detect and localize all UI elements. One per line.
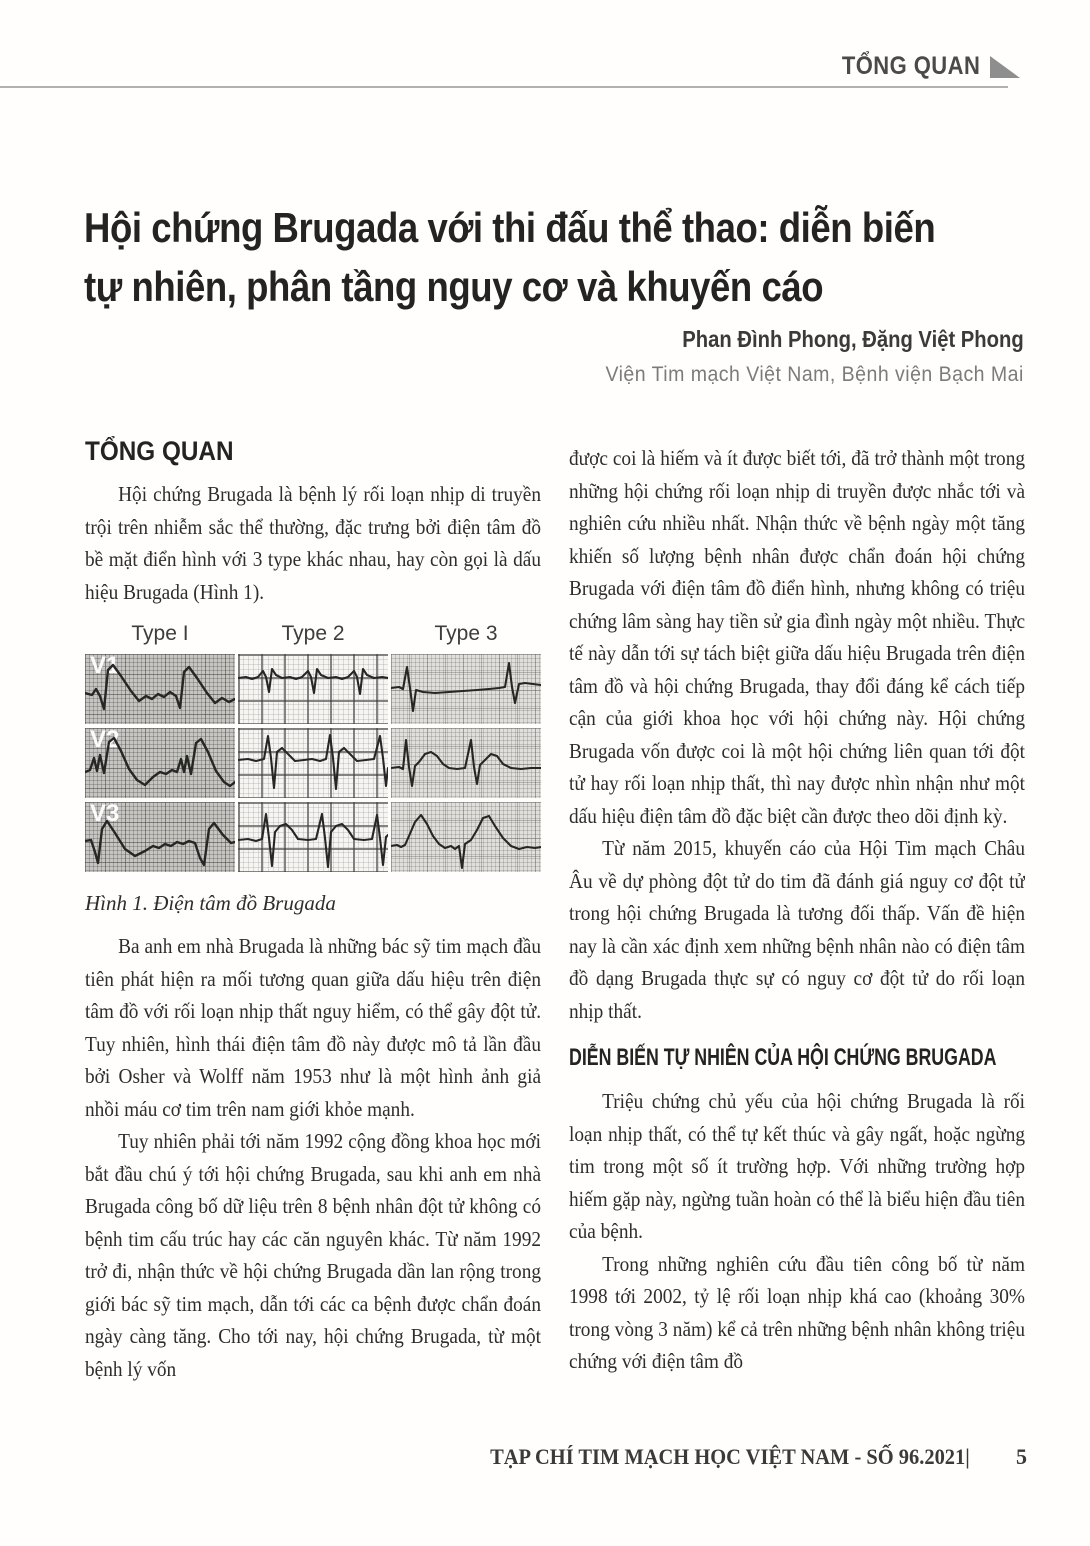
ecg-trace <box>85 802 235 872</box>
ecg-trace <box>391 728 541 798</box>
ecg-panel-type3-v3 <box>391 802 541 872</box>
page-footer <box>454 1444 1027 1470</box>
ecg-panel-type2-v3 <box>238 802 388 872</box>
paragraph: Từ năm 2015, khuyến cáo của Hội Tim mạch Châu Âu về dự phòng đột tử do tim đã đánh giá nguy cơ đột tử trong hội chứng Brugada là tương đối thấp. Vấn đề hiện nay là cần xác định xem những bệnh nhân nào có điện tâm đồ dạng Brugada thực sự có nguy cơ đột tử do rối loạn nhịp thất. <box>569 836 1025 1023</box>
figure-type-label-2: Type 2 <box>281 622 345 645</box>
affiliation: Viện Tim mạch Việt Nam, Bệnh viện Bạch Mai <box>605 363 1024 386</box>
left-column <box>85 436 541 1430</box>
lead-label: V1 <box>90 654 120 679</box>
ecg-panel-grid <box>85 654 541 872</box>
figure-type-labels <box>85 622 541 646</box>
paragraph: Ba anh em nhà Brugada là những bác sỹ tim mạch đầu tiên phát hiện ra mối tương quan giữa dấu hiệu trên điện tâm đồ với rối loạn nhịp thất nguy hiểm, có thể gây đột tử. Tuy nhiên, hình thái điện tâm đồ này được mô tả lần đầu bởi Osher và Wolff năm 1953 như là một hình ảnh giả nhồi máu cơ tim trên nam giới khỏe mạnh. <box>85 934 541 1121</box>
ecg-panel-type3-v2 <box>391 728 541 798</box>
right-column <box>569 436 1025 1430</box>
text-block <box>569 1085 1025 1378</box>
ecg-panel-type3-v1 <box>391 654 541 724</box>
ecg-trace <box>238 802 388 872</box>
corner-triangle-icon <box>990 56 1020 78</box>
article-title-line-1: Hội chứng Brugada với thi đấu thể thao: diễn biến <box>84 204 936 252</box>
paragraph: được coi là hiếm và ít được biết tới, đã trở thành một trong những hội chứng rối loạn nhịp di truyền được nhắc tới và nghiên cứu nhiều nhất. Nhận thức về bệnh ngày một tăng khiến số lượng bệnh nhân được chẩn đoán hội chứng Brugada với điện tâm đồ điển hình, nhưng không có triệu chứng lâm sàng hay tiền sử gia đình ngày một nhiều. Thực tế này dẫn tới sự tách biệt giữa dấu hiệu Brugada trên điện tâm đồ và hội chứng Brugada, thay đổi đáng kể cách tiếp cận của giới khoa học với hội chứng này. Hội chứng Brugada vốn được coi là một hội chứng liên quan tới đột tử hay rối loạn nhịp thất, thì nay được nhìn nhận như một dấu hiệu điện tâm đồ đặc biệt cần được theo dõi định kỳ. <box>569 446 1025 828</box>
ecg-figure <box>85 622 541 872</box>
footer-page-number: 5 <box>1016 1444 1027 1469</box>
section-heading-natural-history: DIỄN BIẾN TỰ NHIÊN CỦA HỘI CHỨNG BRUGADA <box>569 1044 997 1071</box>
lead-label: V3 <box>90 802 120 827</box>
article-title <box>84 198 1044 316</box>
paragraph: Tuy nhiên phải tới năm 1992 cộng đồng khoa học mới bắt đầu chú ý tới hội chứng Brugada, sau khi anh em nhà Brugada công bố dữ liệu trên 8 bệnh nhân đột tử không có bệnh tim cấu trúc hay các căn nguyên khác. Từ năm 1992 trở đi, nhận thức về hội chứng Brugada dần lan rộng trong giới bác sỹ tim mạch, dẫn tới các ca bệnh được chẩn đoán ngày càng tăng. Cho tới nay, hội chứng Brugada, từ một bệnh lý vốn <box>85 1129 541 1381</box>
footer-journal-title: TẠP CHÍ TIM MẠCH HỌC VIỆT NAM - SỐ 96.2021| <box>490 1444 970 1469</box>
running-head-label: TỔNG QUAN <box>841 52 980 80</box>
figure-type-label-1: Type I <box>131 622 189 645</box>
byline <box>574 326 1024 387</box>
section-heading-overview: TỔNG QUAN <box>85 436 234 466</box>
ecg-trace <box>85 728 235 798</box>
text-block <box>85 478 541 608</box>
figure-type-label-3: Type 3 <box>434 622 498 645</box>
text-block <box>569 442 1025 1027</box>
paragraph: Triệu chứng chủ yếu của hội chứng Brugada là rối loạn nhịp thất, có thể tự kết thúc và gây ngất, hoặc ngừng tim trong một số ít trường hợp. Với những trường hợp hiếm gặp này, ngừng tuần hoàn có thể là biểu hiện đầu tiên của bệnh. <box>569 1089 1025 1243</box>
header-rule <box>0 86 1008 88</box>
ecg-panel-type1-v1 <box>85 654 235 724</box>
ecg-trace <box>391 802 541 872</box>
ecg-panel-type1-v2 <box>85 728 235 798</box>
paragraph: Trong những nghiên cứu đầu tiên công bố từ năm 1998 tới 2002, tỷ lệ rối loạn nhịp khá cao (khoảng 30% trong vòng 3 năm) kể cả trên những bệnh nhân không triệu chứng với điện tâm đồ <box>569 1251 1025 1373</box>
running-head <box>823 52 1020 81</box>
article-title-line-2: tự nhiên, phân tầng nguy cơ và khuyến cáo <box>84 263 824 311</box>
ecg-panel-type2-v2 <box>238 728 388 798</box>
text-block <box>85 930 541 1385</box>
ecg-trace <box>238 728 388 798</box>
paragraph: Hội chứng Brugada là bệnh lý rối loạn nhịp di truyền trội trên nhiễm sắc thể thường, đặc trưng bởi điện tâm đồ bề mặt điển hình với 3 type khác nhau, hay còn gọi là dấu hiệu Brugada (Hình 1). <box>85 482 541 604</box>
ecg-trace <box>85 654 235 724</box>
article-body <box>85 436 1025 1430</box>
figure-caption: Hình 1. Điện tâm đồ Brugada <box>85 891 336 915</box>
ecg-panel-type2-v1 <box>238 654 388 724</box>
lead-label: V2 <box>90 728 120 753</box>
ecg-trace <box>238 654 388 724</box>
ecg-trace <box>391 654 541 724</box>
authors: Phan Đình Phong, Đặng Việt Phong <box>682 326 1024 352</box>
ecg-panel-type1-v3 <box>85 802 235 872</box>
